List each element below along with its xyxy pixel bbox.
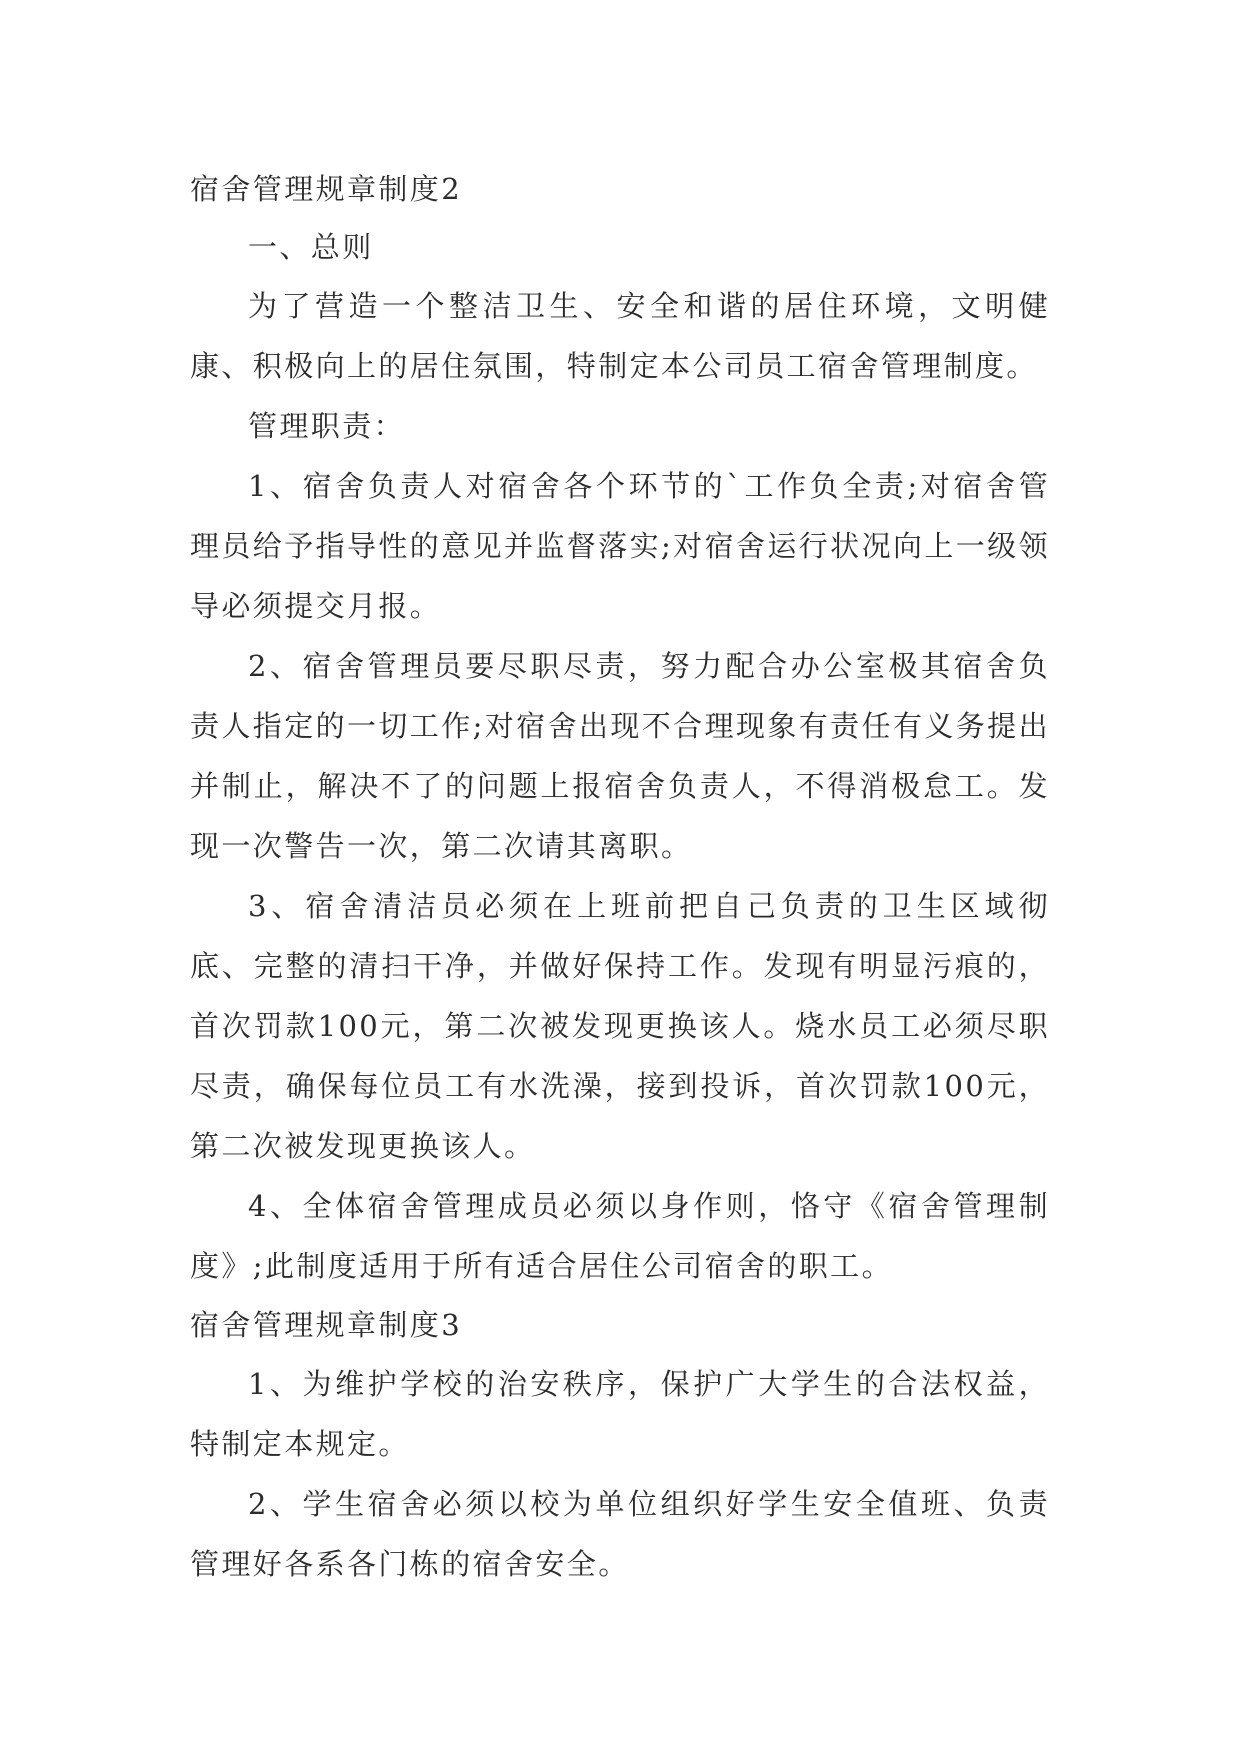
paragraph: 3、宿舍清洁员必须在上班前把自己负责的卫生区域彻底、完整的清扫干净，并做好保持工作。发现有明显污痕的，首次罚款100元，第二次被发现更换该人。烧水员工必须尽职尽责，确保每位员工有水洗澡，接到投诉，首次罚款100元，第二次被发现更换该人。 — [190, 889, 1050, 1163]
general-provisions-heading: 一、总则 — [248, 230, 374, 264]
paragraph: 1、为维护学校的治安秩序，保护广大学生的合法权益，特制定本规定。 — [190, 1367, 1050, 1461]
paragraph: 1、宿舍负责人对宿舍各个环节的`工作负全责;对宿舍管理员给予指导性的意见并监督落实;对宿舍运行状况向上一级领导必须提交月报。 — [190, 469, 1050, 623]
section-heading: 宿舍管理规章制度2 — [190, 172, 463, 206]
document-page — [190, 160, 1050, 1594]
paragraph: 为了营造一个整洁卫生、安全和谐的居住环境，文明健康、积极向上的居住氛围，特制定本公司员工宿舍管理制度。 — [190, 289, 1050, 383]
paragraph: 4、全体宿舍管理成员必须以身作则，恪守《宿舍管理制度》;此制度适用于所有适合居住公司宿舍的职工。 — [190, 1189, 1050, 1283]
paragraph: 2、学生宿舍必须以校为单位组织好学生安全值班、负责管理好各系各门栋的宿舍安全。 — [190, 1487, 1050, 1581]
management-duties-heading: 管理职责： — [248, 409, 406, 443]
section-heading: 宿舍管理规章制度3 — [190, 1308, 463, 1342]
paragraph: 2、宿舍管理员要尽职尽责，努力配合办公室极其宿舍负责人指定的一切工作;对宿舍出现不合理现象有责任有义务提出并制止，解决不了的问题上报宿舍负责人，不得消极怠工。发现一次警告一次，第二次请其离职。 — [190, 649, 1050, 863]
